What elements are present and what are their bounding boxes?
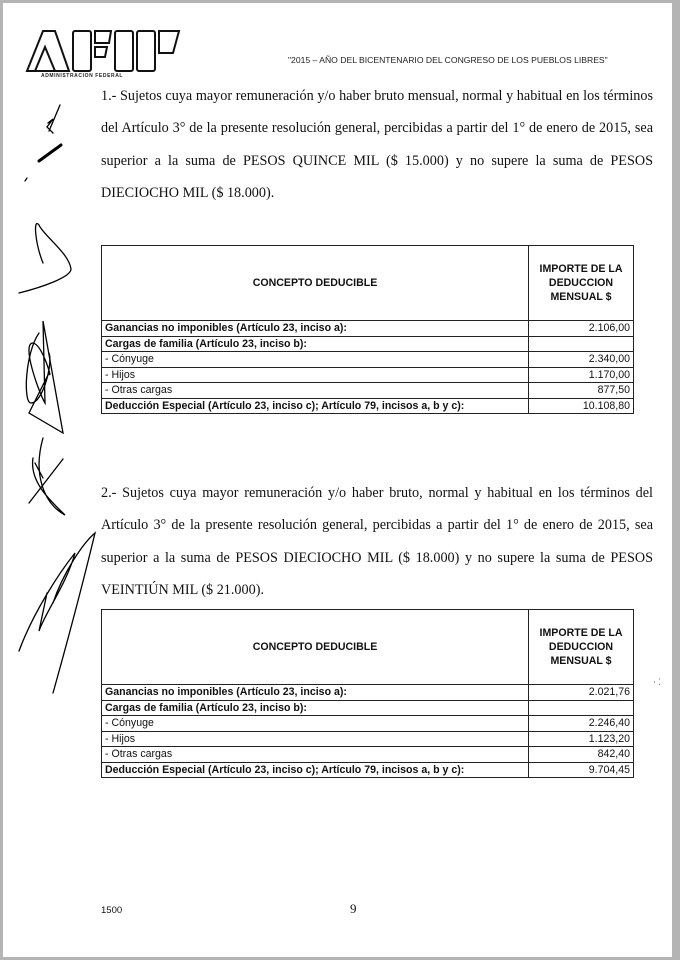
- table-row: [102, 398, 634, 414]
- header-motto: "2015 – AÑO DEL BICENTENARIO DEL CONGRESO DE LOS PUEBLOS LIBRES": [288, 55, 608, 65]
- row-amount: [529, 700, 634, 716]
- row-amount: 2.340,00: [529, 352, 634, 368]
- table-row: [102, 367, 634, 383]
- row-amount: 842,40: [529, 747, 634, 763]
- row-amount: 2.246,40: [529, 716, 634, 732]
- table-header-row: [102, 610, 634, 685]
- row-concept: - Cónyuge: [102, 716, 529, 732]
- header-importe: IMPORTE DE LA DEDUCCION MENSUAL $: [529, 610, 634, 685]
- deductions-table-1: [101, 245, 634, 414]
- table-row: [102, 762, 634, 778]
- row-concept: Cargas de familia (Artículo 23, inciso b):: [102, 700, 529, 716]
- table-header-row: [102, 246, 634, 321]
- table-row: [102, 352, 634, 368]
- document-page: [3, 3, 672, 957]
- header-concepto: CONCEPTO DEDUCIBLE: [102, 246, 529, 321]
- row-concept: - Hijos: [102, 731, 529, 747]
- row-amount: 877,50: [529, 383, 634, 399]
- row-concept: Deducción Especial (Artículo 23, inciso c); Artículo 79, incisos a, b y c):: [102, 762, 529, 778]
- header-concepto: CONCEPTO DEDUCIBLE: [102, 610, 529, 685]
- table-row: [102, 731, 634, 747]
- logo-subtitle: ADMINISTRACION FEDERAL: [41, 73, 124, 79]
- table-row: [102, 685, 634, 701]
- row-concept: - Cónyuge: [102, 352, 529, 368]
- row-amount: [529, 336, 634, 352]
- section-2-paragraph: 2.- Sujetos cuya mayor remuneración y/o haber bruto, normal y habitual en los términos del Artículo 3° de la presente resolución general, percibidas a partir del 1° de enero de 2015, sea superior a la suma de PESOS DIECIOCHO MIL ($ 18.000) y no supere la suma de PESOS VEINTIÚN MIL ($ 21.000).: [101, 485, 653, 599]
- footer-code: 1500: [101, 905, 123, 916]
- header-importe: IMPORTE DE LA DEDUCCION MENSUAL $: [529, 246, 634, 321]
- row-concept: Deducción Especial (Artículo 23, inciso c); Artículo 79, incisos a, b y c):: [102, 398, 529, 414]
- scan-speck-icon: · ⁚: [653, 677, 662, 687]
- table-row: [102, 747, 634, 763]
- row-concept: - Otras cargas: [102, 383, 529, 399]
- row-amount: 9.704,45: [529, 762, 634, 778]
- row-concept: - Otras cargas: [102, 747, 529, 763]
- row-concept: - Hijos: [102, 367, 529, 383]
- row-amount: 1.123,20: [529, 731, 634, 747]
- deductions-table-2: [101, 609, 634, 778]
- table-row: [102, 336, 634, 352]
- table-row: [102, 383, 634, 399]
- row-concept: Ganancias no imponibles (Artículo 23, inciso a):: [102, 321, 529, 337]
- row-amount: 1.170,00: [529, 367, 634, 383]
- row-concept: Cargas de familia (Artículo 23, inciso b):: [102, 336, 529, 352]
- table-row: [102, 700, 634, 716]
- row-amount: 2.106,00: [529, 321, 634, 337]
- section-1-paragraph: 1.- Sujetos cuya mayor remuneración y/o haber bruto mensual, normal y habitual en los términos del Artículo 3° de la presente resolución general, percibidas a partir del 1° de enero de 2015, sea superior a la suma de PESOS QUINCE MIL ($ 15.000) y no supere la suma de PESOS DIECIOCHO MIL ($ 18.000).: [101, 88, 653, 202]
- row-concept: Ganancias no imponibles (Artículo 23, inciso a):: [102, 685, 529, 701]
- table-row: [102, 321, 634, 337]
- page-number: 9: [350, 901, 357, 916]
- row-amount: 2.021,76: [529, 685, 634, 701]
- afip-logo-icon: [23, 25, 183, 77]
- handwritten-signatures-icon: [3, 83, 103, 703]
- row-amount: 10.108,80: [529, 398, 634, 414]
- table-row: [102, 716, 634, 732]
